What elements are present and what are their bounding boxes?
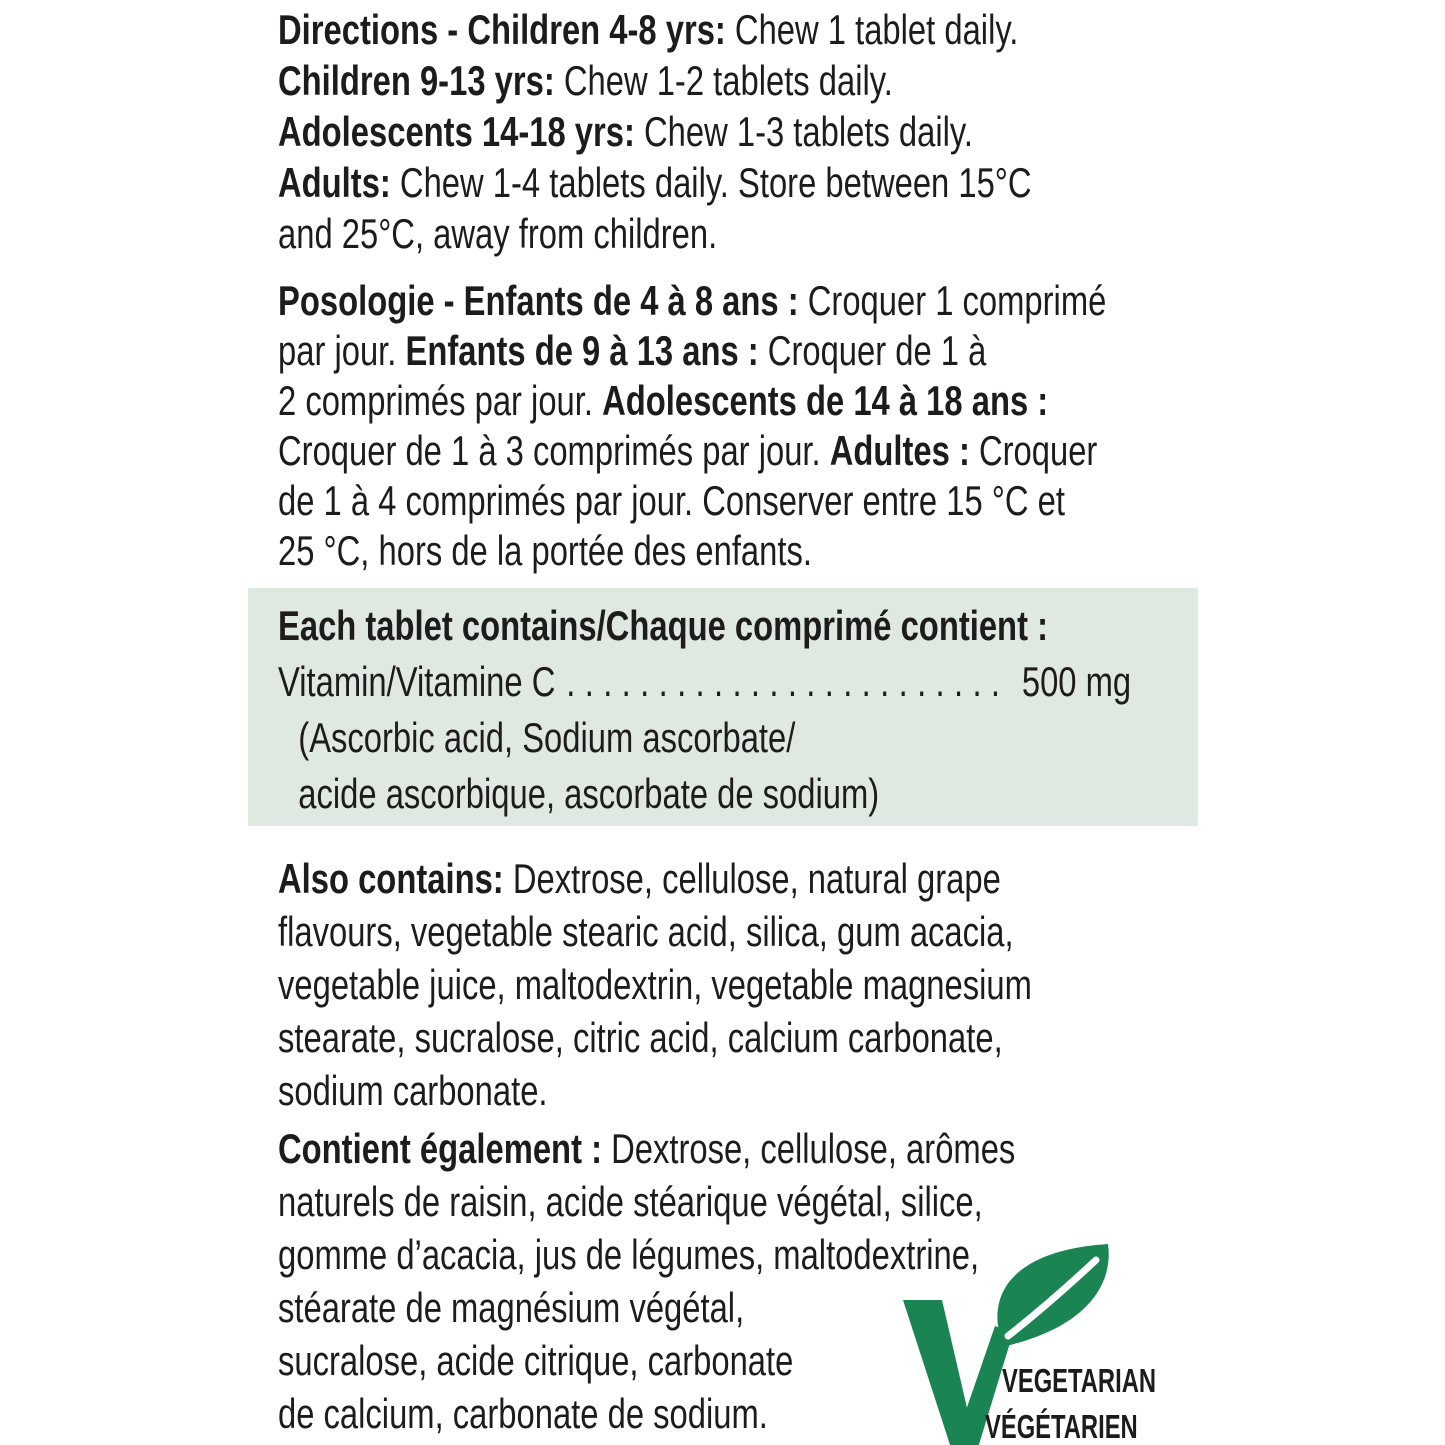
text-run: Chew 1-4 tablets daily. Store between 15°C	[390, 159, 1032, 206]
text-run: Vitamin/Vitamine C	[278, 658, 556, 705]
text-run: flavours, vegetable stearic acid, silica, gum acacia,	[278, 908, 1014, 955]
directions-en-paragraph	[278, 4, 1032, 259]
text-run: de calcium, carbonate de sodium.	[278, 1390, 768, 1437]
text-run: 2 comprimés par jour.	[278, 377, 603, 424]
text-line	[278, 55, 1032, 106]
text-run: Also contains:	[278, 855, 504, 902]
text-run: ........................	[566, 658, 1010, 705]
vegetarian-label-en: VEGETARIAN	[1002, 1362, 1157, 1399]
vegetarian-label-fr: VÉGÉTARIEN	[985, 1408, 1138, 1445]
text-line	[278, 654, 1131, 710]
text-line	[278, 905, 1032, 958]
text-line	[278, 1122, 1015, 1175]
text-run: sodium carbonate.	[278, 1067, 548, 1114]
text-run: and 25°C, away from children.	[278, 210, 718, 257]
text-run: sucralose, acide citrique, carbonate	[278, 1337, 794, 1384]
posology-fr-paragraph	[278, 276, 1106, 576]
text-run: Posologie - Enfants de 4 à 8 ans :	[278, 277, 799, 324]
text-run: Contient également :	[278, 1125, 602, 1172]
text-line	[278, 157, 1032, 208]
text-run: Dextrose, cellulose, natural grape	[503, 855, 1001, 902]
text-run: naturels de raisin, acide stéarique végétal, silice,	[278, 1178, 983, 1225]
text-line	[278, 852, 1032, 905]
text-run: de 1 à 4 comprimés par jour. Conserver entre 15 °C et	[278, 477, 1065, 524]
text-run: 25 °C, hors de la portée des enfants.	[278, 527, 812, 574]
text-run: par jour.	[278, 327, 406, 374]
text-line	[278, 958, 1032, 1011]
text-run: Enfants de 9 à 13 ans :	[405, 327, 759, 374]
text-line	[278, 208, 1032, 259]
text-line	[278, 766, 1131, 822]
supplement-facts-box	[248, 588, 1198, 826]
text-run: (Ascorbic acid, Sodium ascorbate/	[298, 714, 796, 761]
text-run: Croquer de 1 à	[758, 327, 987, 374]
vegetarian-logo	[896, 1236, 1236, 1445]
text-run: Chew 1-2 tablets daily.	[554, 57, 893, 104]
text-run: 500 mg	[1021, 658, 1132, 705]
text-run: Adultes :	[829, 427, 970, 474]
text-line	[278, 326, 1106, 376]
text-line	[278, 1064, 1032, 1117]
text-line	[278, 376, 1106, 426]
text-line	[278, 598, 1131, 654]
text-run: Adolescents 14-18 yrs:	[278, 108, 635, 155]
text-line	[278, 476, 1106, 526]
supplement-facts-text	[278, 598, 1131, 822]
text-run: Adolescents de 14 à 18 ans :	[602, 377, 1049, 424]
text-line	[278, 276, 1106, 326]
text-line	[278, 426, 1106, 476]
text-run: Chew 1 tablet daily.	[725, 6, 1019, 53]
text-run: Each tablet contains/Chaque comprimé contient :	[278, 602, 1048, 649]
text-run: stéarate de magnésium végétal,	[278, 1284, 745, 1331]
text-line	[278, 106, 1032, 157]
text-run: acide ascorbique, ascorbate de sodium)	[298, 770, 880, 817]
text-run: Croquer 1 comprimé	[798, 277, 1107, 324]
text-line	[278, 526, 1106, 576]
text-run: Chew 1-3 tablets daily.	[634, 108, 973, 155]
text-run: Adults:	[278, 159, 391, 206]
text-run: stearate, sucralose, citric acid, calcium carbonate,	[278, 1014, 1003, 1061]
text-line	[278, 1175, 1015, 1228]
text-run: Directions - Children 4-8 yrs:	[278, 6, 726, 53]
text-run: Dextrose, cellulose, arômes	[601, 1125, 1016, 1172]
text-line	[278, 4, 1032, 55]
also-contains-en-paragraph	[278, 852, 1032, 1117]
text-line	[278, 1011, 1032, 1064]
text-run: gomme d’acacia, jus de légumes, maltodextrine,	[278, 1231, 980, 1278]
text-run: Children 9-13 yrs:	[278, 57, 555, 104]
text-run: vegetable juice, maltodextrin, vegetable magnesium	[278, 961, 1032, 1008]
text-run: Croquer	[969, 427, 1098, 474]
text-line	[278, 710, 1131, 766]
text-run: Croquer de 1 à 3 comprimés par jour.	[278, 427, 830, 474]
